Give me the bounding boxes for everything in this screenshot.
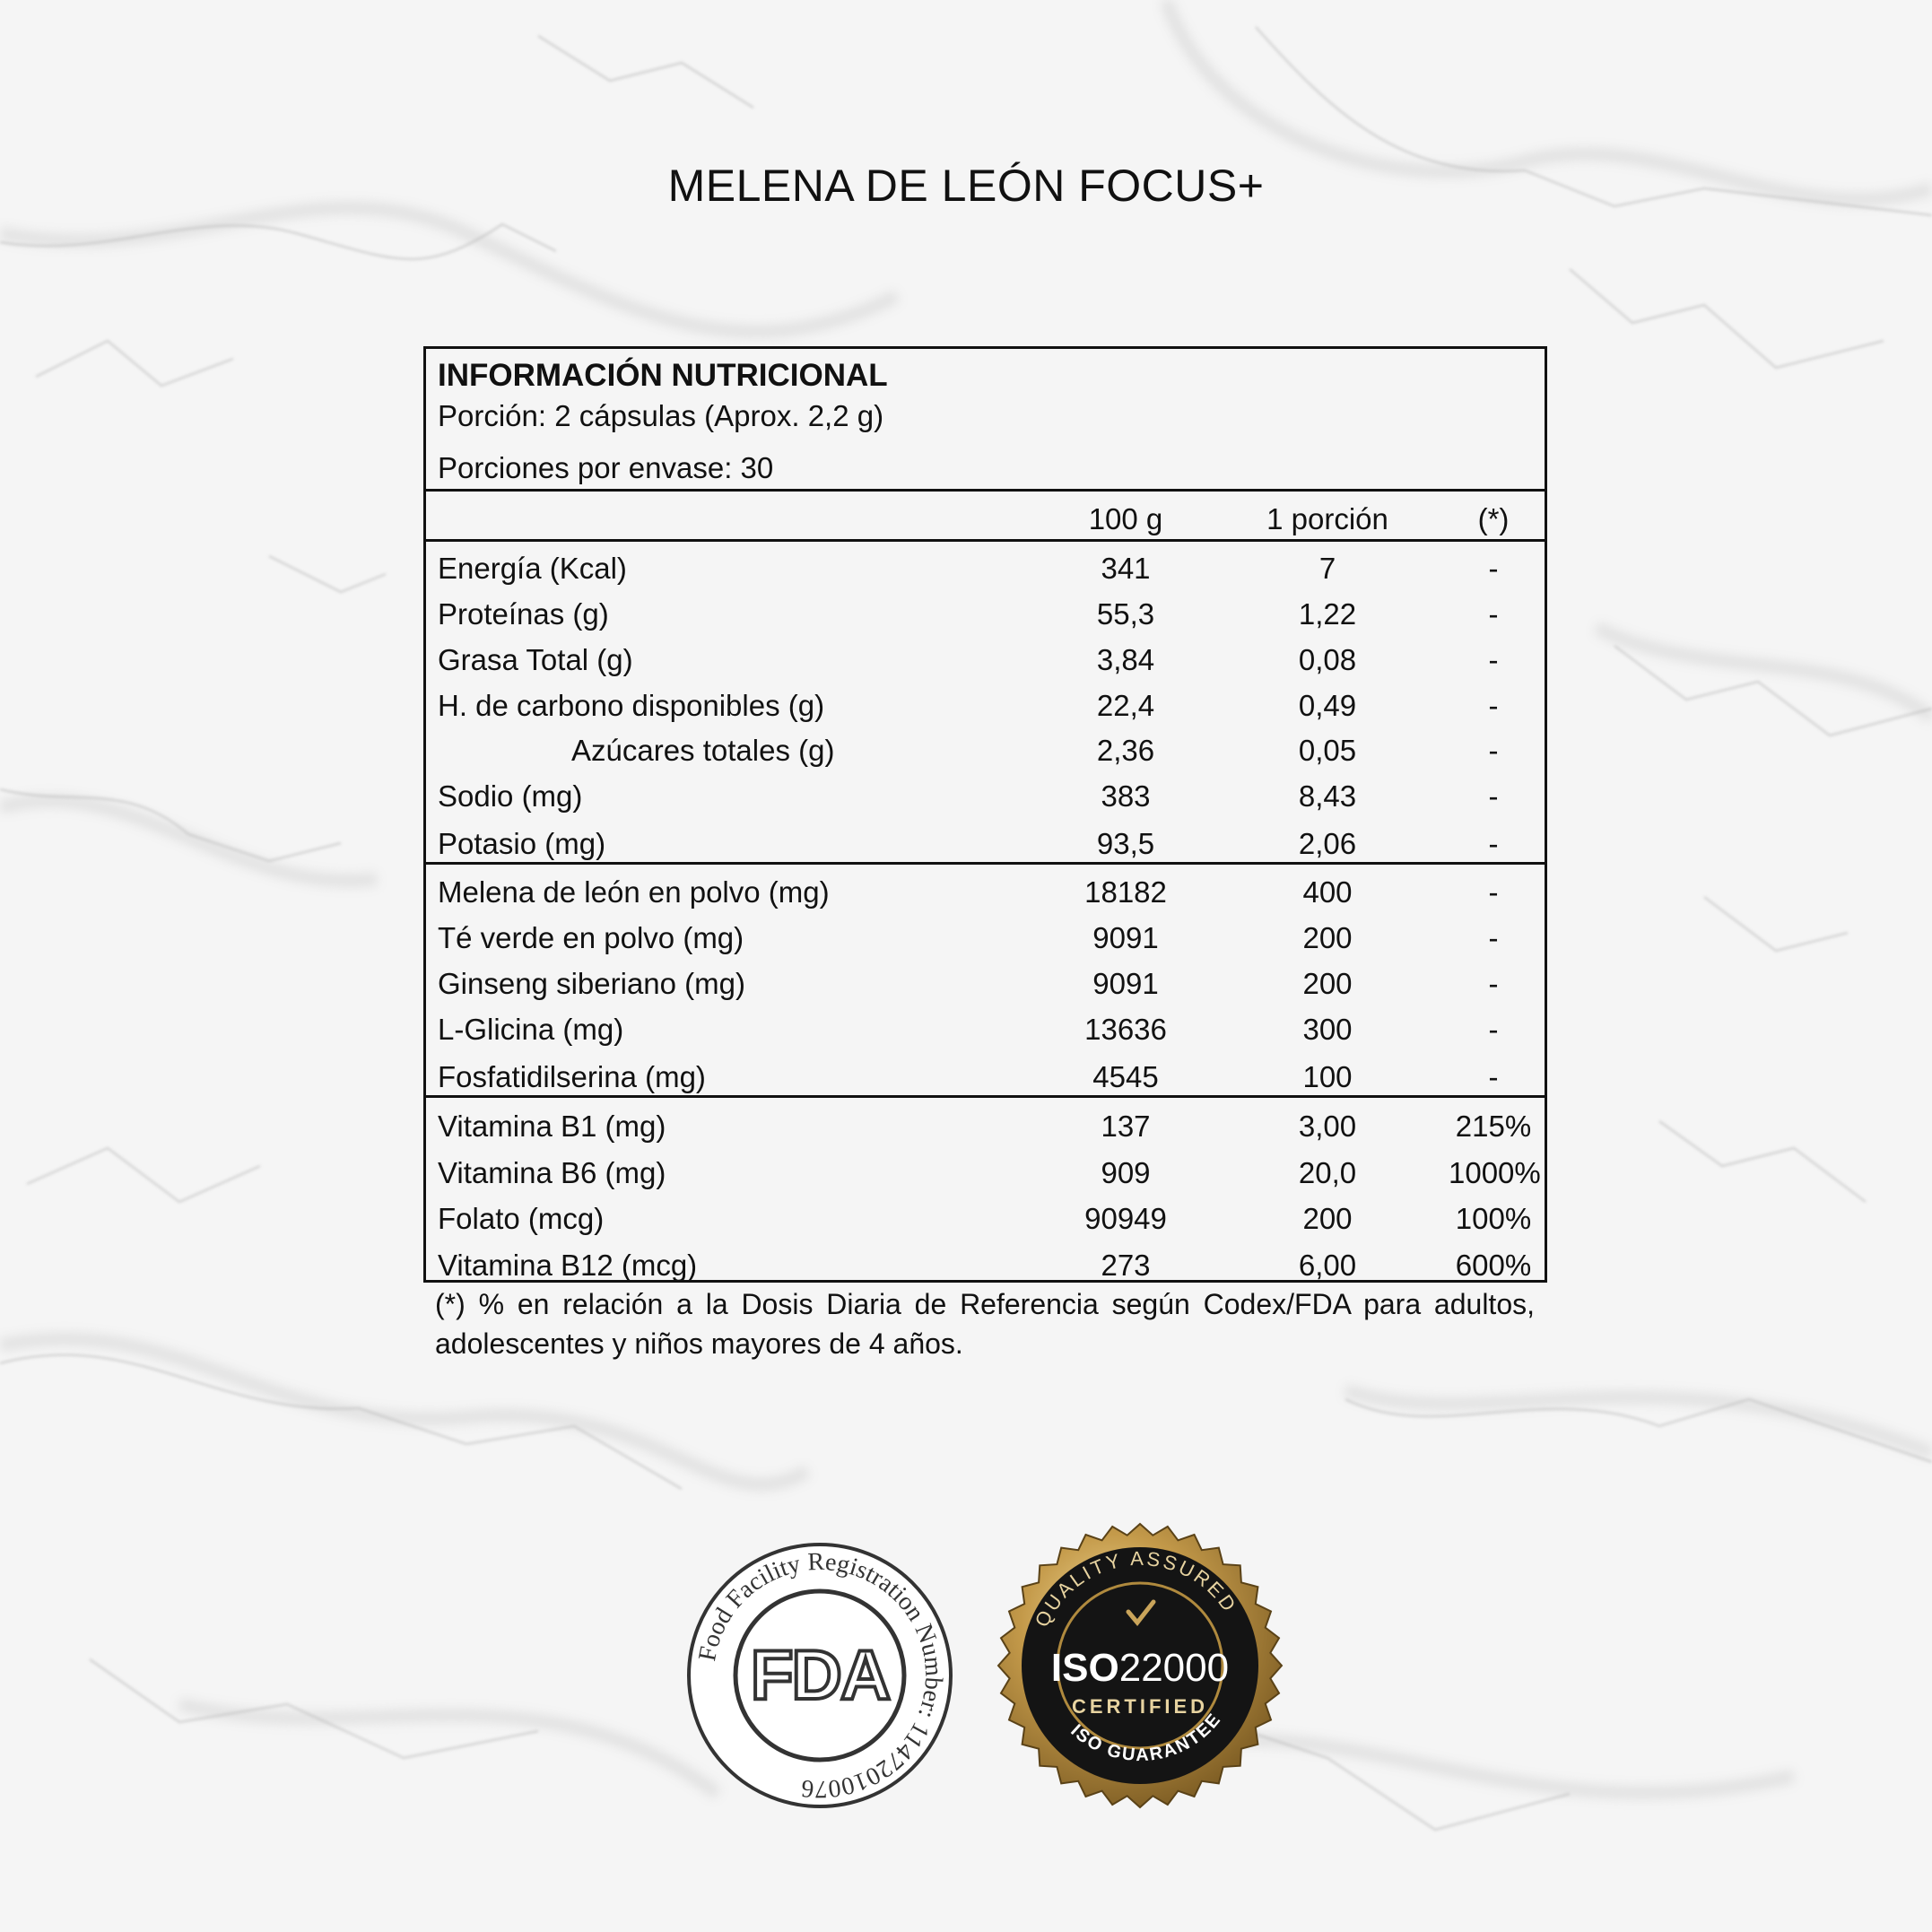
nutrient-name: Sodio (mg) <box>438 779 583 813</box>
daily-value: - <box>1488 875 1499 909</box>
serving-size: Porción: 2 cápsulas (Aprox. 2,2 g) <box>438 399 884 432</box>
table-row <box>426 773 1545 820</box>
daily-value: 100% <box>1455 1202 1532 1235</box>
value-100g: 383 <box>1101 779 1151 813</box>
svg-text:ISO22000 <box>1051 1646 1229 1690</box>
column-header: (*) <box>1477 502 1510 535</box>
table-row <box>426 1196 1545 1242</box>
divider <box>426 862 1545 865</box>
value-100g: 22,4 <box>1096 689 1155 722</box>
table-row <box>426 961 1545 1007</box>
panel-heading: INFORMACIÓN NUTRICIONAL <box>438 358 888 393</box>
iso-22000-seal <box>992 1518 1288 1814</box>
value-100g: 273 <box>1101 1249 1151 1282</box>
value-100g: 137 <box>1101 1110 1151 1143</box>
table-row <box>426 915 1545 962</box>
value-100g: 909 <box>1101 1156 1151 1189</box>
iso-certified-text: CERTIFIED <box>1071 1695 1209 1718</box>
value-portion: 0,08 <box>1298 643 1357 676</box>
daily-value: - <box>1488 552 1499 585</box>
footnote: (*) % en relación a la Dosis Diaria de Referencia según Codex/FDA para adultos, adolescentes y niños mayores de 4 años. <box>435 1288 1535 1360</box>
product-title: MELENA DE LEÓN FOCUS+ <box>667 161 1265 211</box>
daily-value: - <box>1488 1060 1499 1093</box>
value-portion: 100 <box>1302 1060 1353 1093</box>
iso-main-number: 22000 <box>1118 1646 1230 1690</box>
table-row <box>426 1150 1545 1197</box>
column-header: 1 porción <box>1266 502 1388 535</box>
value-portion: 400 <box>1302 875 1353 909</box>
table-row <box>426 869 1545 916</box>
vitamin-name: Folato (mcg) <box>438 1202 605 1235</box>
daily-value: - <box>1488 689 1499 722</box>
table-row <box>426 727 1545 774</box>
daily-value: - <box>1488 643 1499 676</box>
iso-main-bold: ISO <box>1050 1646 1119 1690</box>
value-100g: 3,84 <box>1096 643 1155 676</box>
value-portion: 200 <box>1302 1202 1353 1235</box>
table-row <box>426 637 1545 683</box>
value-100g: 18182 <box>1084 875 1167 909</box>
table-row <box>426 1054 1545 1101</box>
value-portion: 2,06 <box>1298 827 1357 860</box>
value-portion: 3,00 <box>1298 1110 1357 1143</box>
value-portion: 8,43 <box>1298 779 1357 813</box>
column-header-row <box>426 496 1545 543</box>
table-row <box>426 545 1545 592</box>
daily-value: 1000% <box>1449 1156 1541 1189</box>
vitamin-name: Vitamina B1 (mg) <box>438 1110 666 1143</box>
ingredient-name: Melena de león en polvo (mg) <box>438 875 830 909</box>
divider <box>426 1095 1545 1098</box>
nutrient-name: Potasio (mg) <box>438 827 606 860</box>
value-100g: 90949 <box>1084 1202 1167 1235</box>
value-portion: 200 <box>1302 921 1353 954</box>
value-100g: 341 <box>1101 552 1151 585</box>
divider <box>426 489 1545 492</box>
nutrient-name: Proteínas (g) <box>438 597 609 631</box>
value-portion: 200 <box>1302 967 1353 1000</box>
value-portion: 0,05 <box>1298 734 1357 767</box>
nutrient-name: Azúcares totales (g) <box>571 734 835 767</box>
daily-value: - <box>1488 827 1499 860</box>
vitamin-name: Vitamina B6 (mg) <box>438 1156 666 1189</box>
daily-value: - <box>1488 1013 1499 1046</box>
value-100g: 9091 <box>1092 921 1159 954</box>
nutrition-panel <box>423 346 1547 1283</box>
value-portion: 6,00 <box>1298 1249 1357 1282</box>
value-portion: 0,49 <box>1298 689 1357 722</box>
table-row <box>426 683 1545 729</box>
daily-value: - <box>1488 779 1499 813</box>
servings-per-container: Porciones por envase: 30 <box>438 451 774 484</box>
daily-value: - <box>1488 734 1499 767</box>
table-row <box>426 821 1545 867</box>
daily-value: 215% <box>1455 1110 1532 1143</box>
value-100g: 93,5 <box>1096 827 1155 860</box>
vitamin-name: Vitamina B12 (mcg) <box>438 1249 698 1282</box>
value-portion: 20,0 <box>1298 1156 1357 1189</box>
ingredient-name: Ginseng siberiano (mg) <box>438 967 745 1000</box>
nutrient-name: Grasa Total (g) <box>438 643 633 676</box>
table-row <box>426 1103 1545 1150</box>
fda-ring-text: Food Facility Registration Number: 11472010076 <box>693 1547 948 1804</box>
daily-value: - <box>1488 921 1499 954</box>
fda-registration-seal <box>683 1539 956 1812</box>
ingredient-name: Fosfatidilserina (mg) <box>438 1060 706 1093</box>
fda-logo-text: FDA <box>750 1635 890 1714</box>
value-100g: 4545 <box>1092 1060 1159 1093</box>
value-100g: 2,36 <box>1096 734 1155 767</box>
nutrient-name: H. de carbono disponibles (g) <box>438 689 825 722</box>
value-portion: 7 <box>1318 552 1336 585</box>
iso-top-text: QUALITY ASSURED <box>1030 1546 1242 1631</box>
value-portion: 300 <box>1302 1013 1353 1046</box>
value-100g: 13636 <box>1084 1013 1167 1046</box>
value-100g: 9091 <box>1092 967 1159 1000</box>
column-header: 100 g <box>1088 502 1163 535</box>
ingredient-name: Té verde en polvo (mg) <box>438 921 744 954</box>
nutrient-name: Energía (Kcal) <box>438 552 627 585</box>
value-100g: 55,3 <box>1096 597 1155 631</box>
ingredient-name: L-Glicina (mg) <box>438 1013 624 1046</box>
daily-value: 600% <box>1455 1249 1532 1282</box>
iso-bottom-text: ISO GUARANTEE <box>1066 1709 1226 1766</box>
daily-value: - <box>1488 597 1499 631</box>
value-portion: 1,22 <box>1298 597 1357 631</box>
table-row <box>426 1242 1545 1289</box>
divider <box>426 539 1545 542</box>
table-row <box>426 591 1545 638</box>
table-row <box>426 1006 1545 1053</box>
daily-value: - <box>1488 967 1499 1000</box>
